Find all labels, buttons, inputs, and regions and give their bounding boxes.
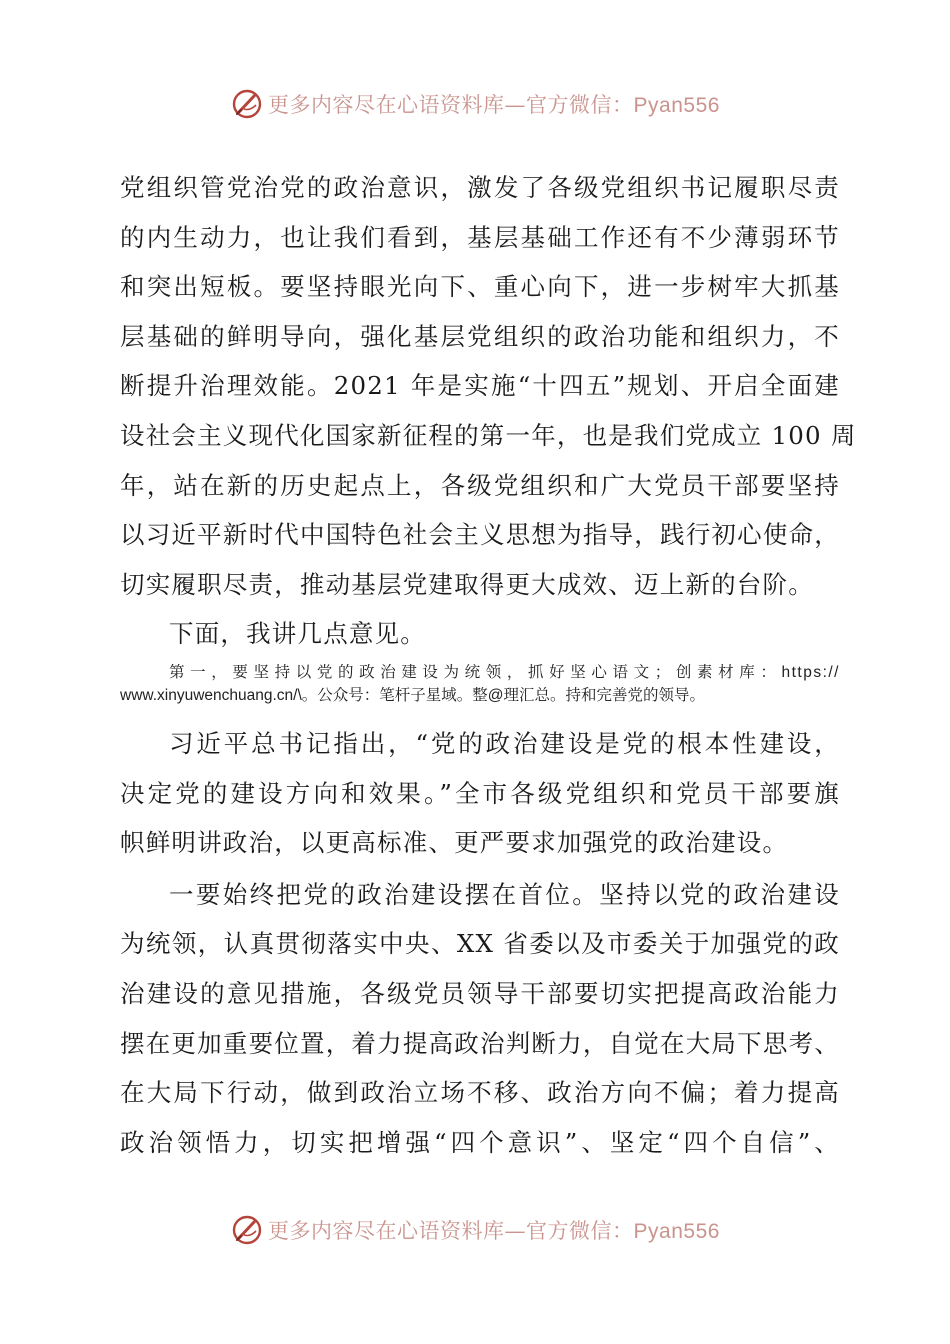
pen-circle-logo-icon (230, 87, 264, 121)
small-note (120, 661, 840, 707)
header-banner-text: 更多内容尽在心语资料库—官方微信：Pyan556 (268, 93, 720, 117)
text-line: 帜鲜明讲政治，以更高标准、更严要求加强党的政治建设。 (120, 828, 789, 858)
header-banner (0, 84, 950, 124)
text-line: 的内生动力，也让我们看到，基层基础工作还有不少薄弱环节 (120, 222, 840, 252)
paragraph-2: 下面，我讲几点意见。 (169, 619, 426, 649)
text-line: 决定党的建设方向和效果。”全市各级党组织和党员干部要旗 (120, 778, 840, 808)
text-line: 为统领，认真贯彻落实中央、XX 省委以及市委关于加强党的政 (120, 929, 840, 959)
text-line: 习近平总书记指出，“党的政治建设是党的根本性建设， (169, 728, 840, 758)
small-note-line: www.xinyuwenchuang.cn/\。公众号：笔杆子星域。整@理汇总。持和完善党的领导。 (120, 686, 706, 704)
footer-wechat-id: Pyan556 (633, 1220, 720, 1243)
paragraph-4 (120, 870, 840, 1168)
text-line: 在大局下行动，做到政治立场不移、政治方向不偏；着力提高 (120, 1078, 840, 1108)
text-line: 摆在更加重要位置，着力提高政治判断力，自觉在大局下思考、 (120, 1028, 840, 1058)
pen-circle-logo-icon (230, 1213, 264, 1247)
text-line: 一要始终把党的政治建设摆在首位。坚持以党的政治建设 (169, 879, 840, 909)
text-line: 政治领悟力，切实把增强“四个意识”、坚定“四个自信”、 (120, 1127, 840, 1157)
text-line: 以习近平新时代中国特色社会主义思想为指导，践行初心使命， (120, 520, 840, 550)
text-line: 切实履职尽责，推动基层党建取得更大成效、迈上新的台阶。 (120, 569, 814, 599)
text-line: 年，站在新的历史起点上，各级党组织和广大党员干部要坚持 (120, 470, 840, 500)
text-line: 治建设的意见措施，各级党员领导干部要切实把提高政治能力 (120, 978, 840, 1008)
small-note-line: 第一，要坚持以党的政治建设为统领，抓好坚心语文；创素材库：https:// (169, 663, 840, 681)
text-line: 层基础的鲜明导向，强化基层党组织的政治功能和组织力，不 (120, 321, 840, 351)
document-body (120, 163, 857, 1167)
footer-banner (0, 1210, 950, 1250)
paragraph-1 (120, 163, 857, 609)
paragraph-3 (120, 719, 840, 868)
header-wechat-id: Pyan556 (633, 94, 720, 117)
footer-banner-text: 更多内容尽在心语资料库—官方微信：Pyan556 (268, 1219, 720, 1243)
text-line: 党组织管党治党的政治意识，激发了各级党组织书记履职尽责 (120, 173, 840, 202)
text-line: 设社会主义现代化国家新征程的第一年，也是我们党成立 100 周 (120, 420, 857, 450)
text-line: 和突出短板。要坚持眼光向下、重心向下，进一步树牢大抓基 (120, 272, 840, 302)
text-line: 断提升治理效能。2021 年是实施“十四五”规划、开启全面建 (120, 371, 840, 401)
